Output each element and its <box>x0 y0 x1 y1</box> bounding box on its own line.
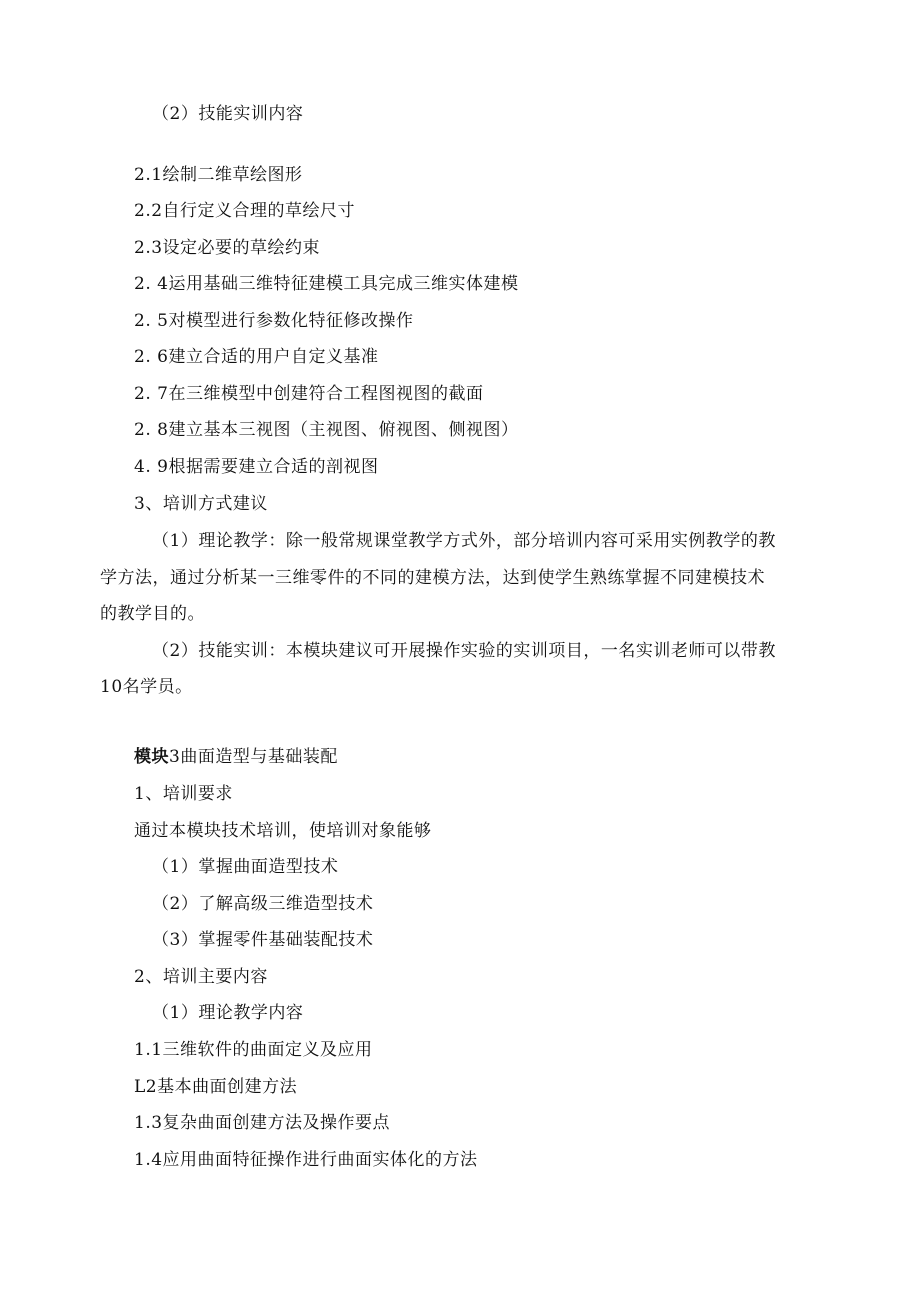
list-item: 1.4应用曲面特征操作进行曲面实体化的方法 <box>134 1150 478 1170</box>
training-method-heading: 3、培训方式建议 <box>134 494 268 514</box>
list-item: 2.3设定必要的草绘约束 <box>134 238 321 258</box>
list-item: 4. 9根据需要建立合适的剖视图 <box>134 457 379 477</box>
theory-content-heading: （1）理论教学内容 <box>152 1003 304 1023</box>
module-title <box>134 746 338 768</box>
main-content-heading: 2、培训主要内容 <box>134 967 268 987</box>
list-item: 2. 5对模型进行参数化特征修改操作 <box>134 311 414 331</box>
list-item: 1.3复杂曲面创建方法及操作要点 <box>134 1113 391 1133</box>
requirements-heading: 1、培训要求 <box>134 784 233 804</box>
theory-paragraph-line: 学方法，通过分析某一三维零件的不同的建模方法，达到使学生熟练掌握不同建模技术 <box>100 568 765 588</box>
module-title-rest: 3曲面造型与基础装配 <box>169 747 338 767</box>
skill-content-heading: （2）技能实训内容 <box>152 104 304 124</box>
requirements-intro: 通过本模块技术培训，使培训对象能够 <box>134 821 432 841</box>
list-item: （2）了解高级三维造型技术 <box>152 894 374 914</box>
list-item: 2. 4运用基础三维特征建模工具完成三维实体建模 <box>134 274 519 294</box>
theory-paragraph-line: （1）理论教学：除一般常规课堂教学方式外，部分培训内容可采用实例教学的教 <box>152 531 776 551</box>
list-item: 2.1绘制二维草绘图形 <box>134 165 303 185</box>
list-item: L2基本曲面创建方法 <box>134 1077 298 1097</box>
list-item: 1.1三维软件的曲面定义及应用 <box>134 1040 373 1060</box>
list-item: 2. 6建立合适的用户自定义基准 <box>134 347 379 367</box>
list-item: 2. 7在三维模型中创建符合工程图视图的截面 <box>134 384 484 404</box>
module-title-prefix: 模块 <box>134 747 169 767</box>
skill-paragraph-line: （2）技能实训：本模块建议可开展操作实验的实训项目，一名实训老师可以带教 <box>152 641 776 661</box>
skill-paragraph-line: 10名学员。 <box>100 677 193 697</box>
theory-paragraph-line: 的教学目的。 <box>100 604 205 624</box>
list-item: （1）掌握曲面造型技术 <box>152 857 339 877</box>
list-item: （3）掌握零件基础装配技术 <box>152 930 374 950</box>
list-item: 2. 8建立基本三视图（主视图、俯视图、侧视图） <box>134 420 519 440</box>
list-item: 2.2自行定义合理的草绘尺寸 <box>134 201 356 221</box>
